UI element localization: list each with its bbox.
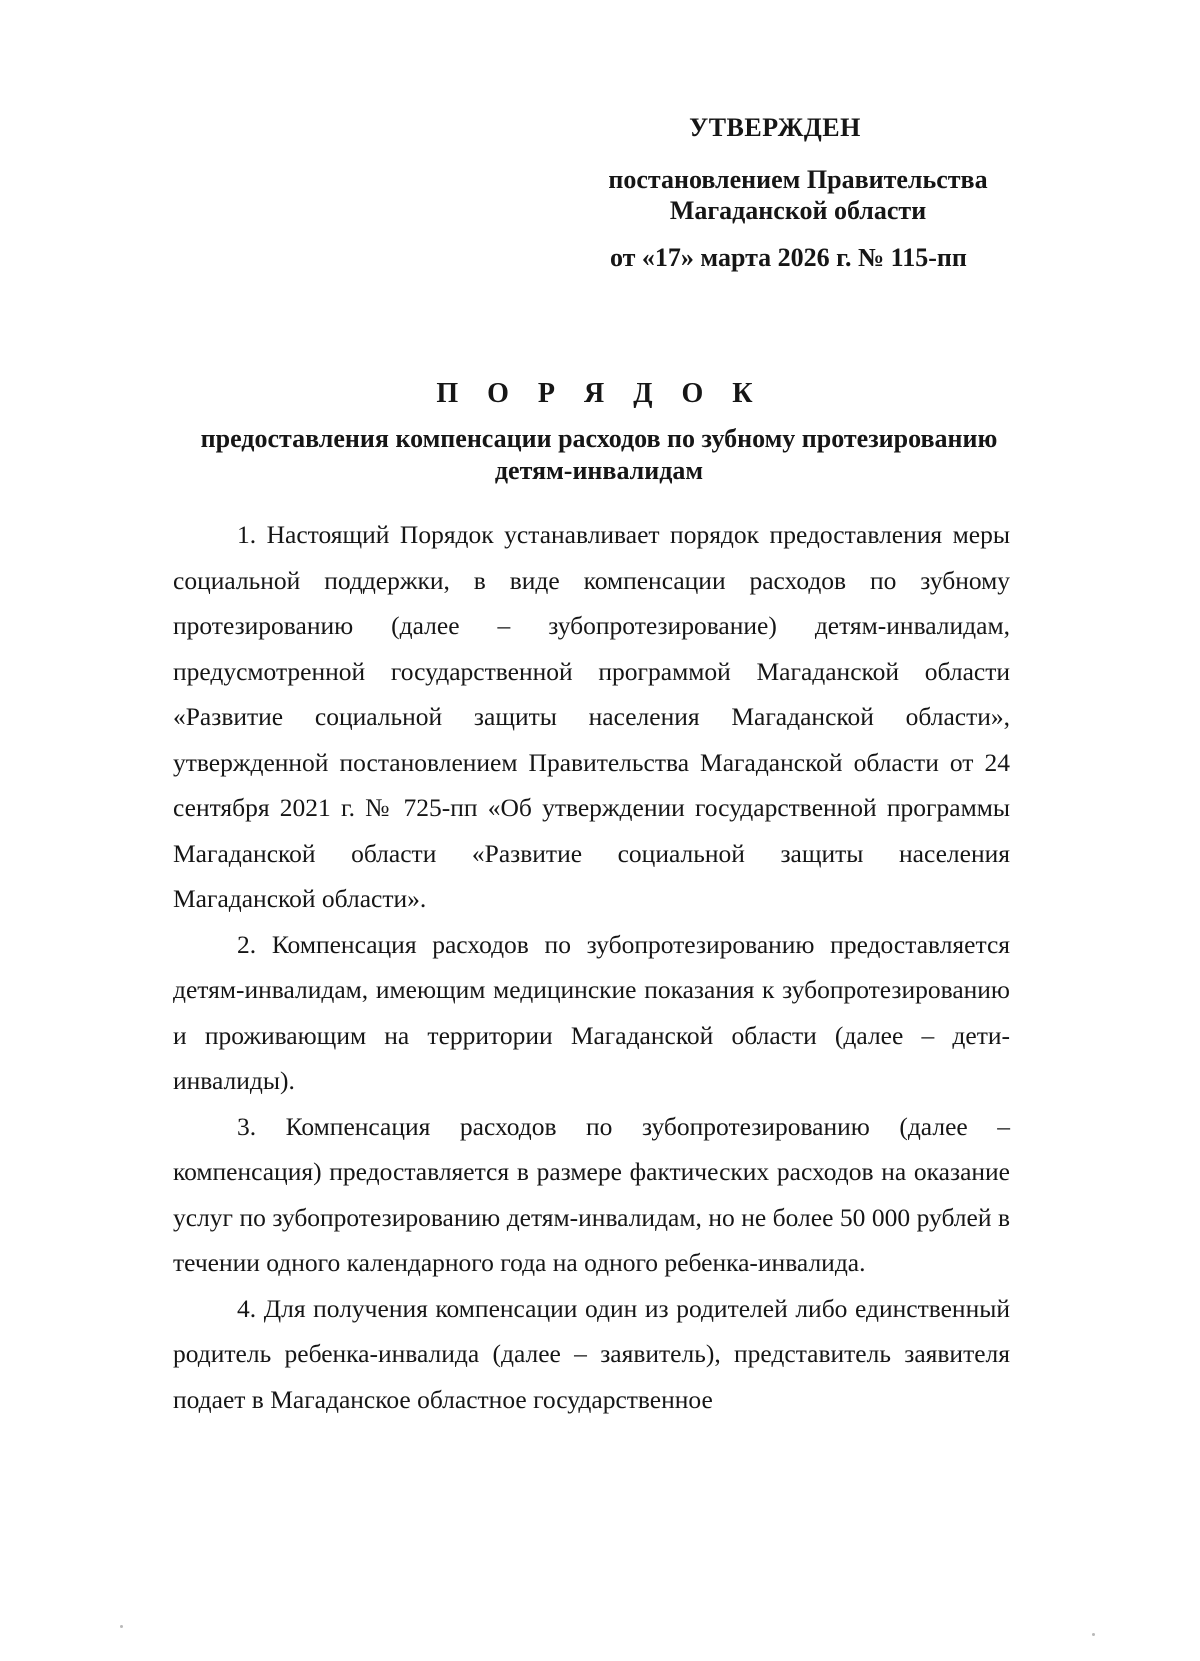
scan-artifact xyxy=(1092,1633,1095,1636)
paragraph-4: 4. Для получения компенсации один из родителей либо единственный родитель ребенка-инвалида (далее – заявитель), представитель заявителя подает в Магаданское областное государственное xyxy=(173,1293,1010,1414)
approval-stamp: УТВЕРЖДЕН xyxy=(689,113,861,142)
paragraph-2: 2. Компенсация расходов по зубопротезированию предоставляется детям-инвалидам, имеющим медицинские показания к зубопротезированию и проживающим на территории Магаданской области (далее – дети-инвалиды). xyxy=(173,929,1010,1095)
approval-block xyxy=(598,112,1018,273)
subtitle-line-1: предоставления компенсации расходов по зубному протезированию xyxy=(200,424,998,453)
approval-line-2: Магаданской области xyxy=(669,196,927,225)
approval-date: от «17» марта 2026 г. № 115-пп xyxy=(610,243,967,272)
approval-line-1: постановлением Правительства xyxy=(608,165,988,194)
scan-artifact xyxy=(120,1625,123,1628)
paragraph-3: 3. Компенсация расходов по зубопротезированию (далее – компенсация) предоставляется в размере фактических расходов на оказание услуг по зубопротезированию детям-инвалидам, но не более 50 000 рублей в течении одного календарного года на одного ребенка-инвалида. xyxy=(173,1111,1010,1277)
approval-authority xyxy=(598,164,1018,226)
subtitle-line-2: детям-инвалидам xyxy=(494,456,704,485)
document-subtitle xyxy=(174,423,1024,487)
paragraph-1: 1. Настоящий Порядок устанавливает порядок предоставления меры социальной поддержки, в виде компенсации расходов по зубному протезированию (далее – зубопротезирование) детям-инвалидам, предусмотренной государственной программой Магаданской области «Развитие социальной защиты населения Магаданской области», утвержденной постановлением Правительства Магаданской области от 24 сентября 2021 г. № 725-пп «Об утверждении государственной программы Магаданской области «Развитие социальной защиты населения Магаданской области». xyxy=(173,520,1010,913)
document-body xyxy=(173,512,1010,1422)
document-title: П О Р Я Д О К xyxy=(436,378,764,409)
